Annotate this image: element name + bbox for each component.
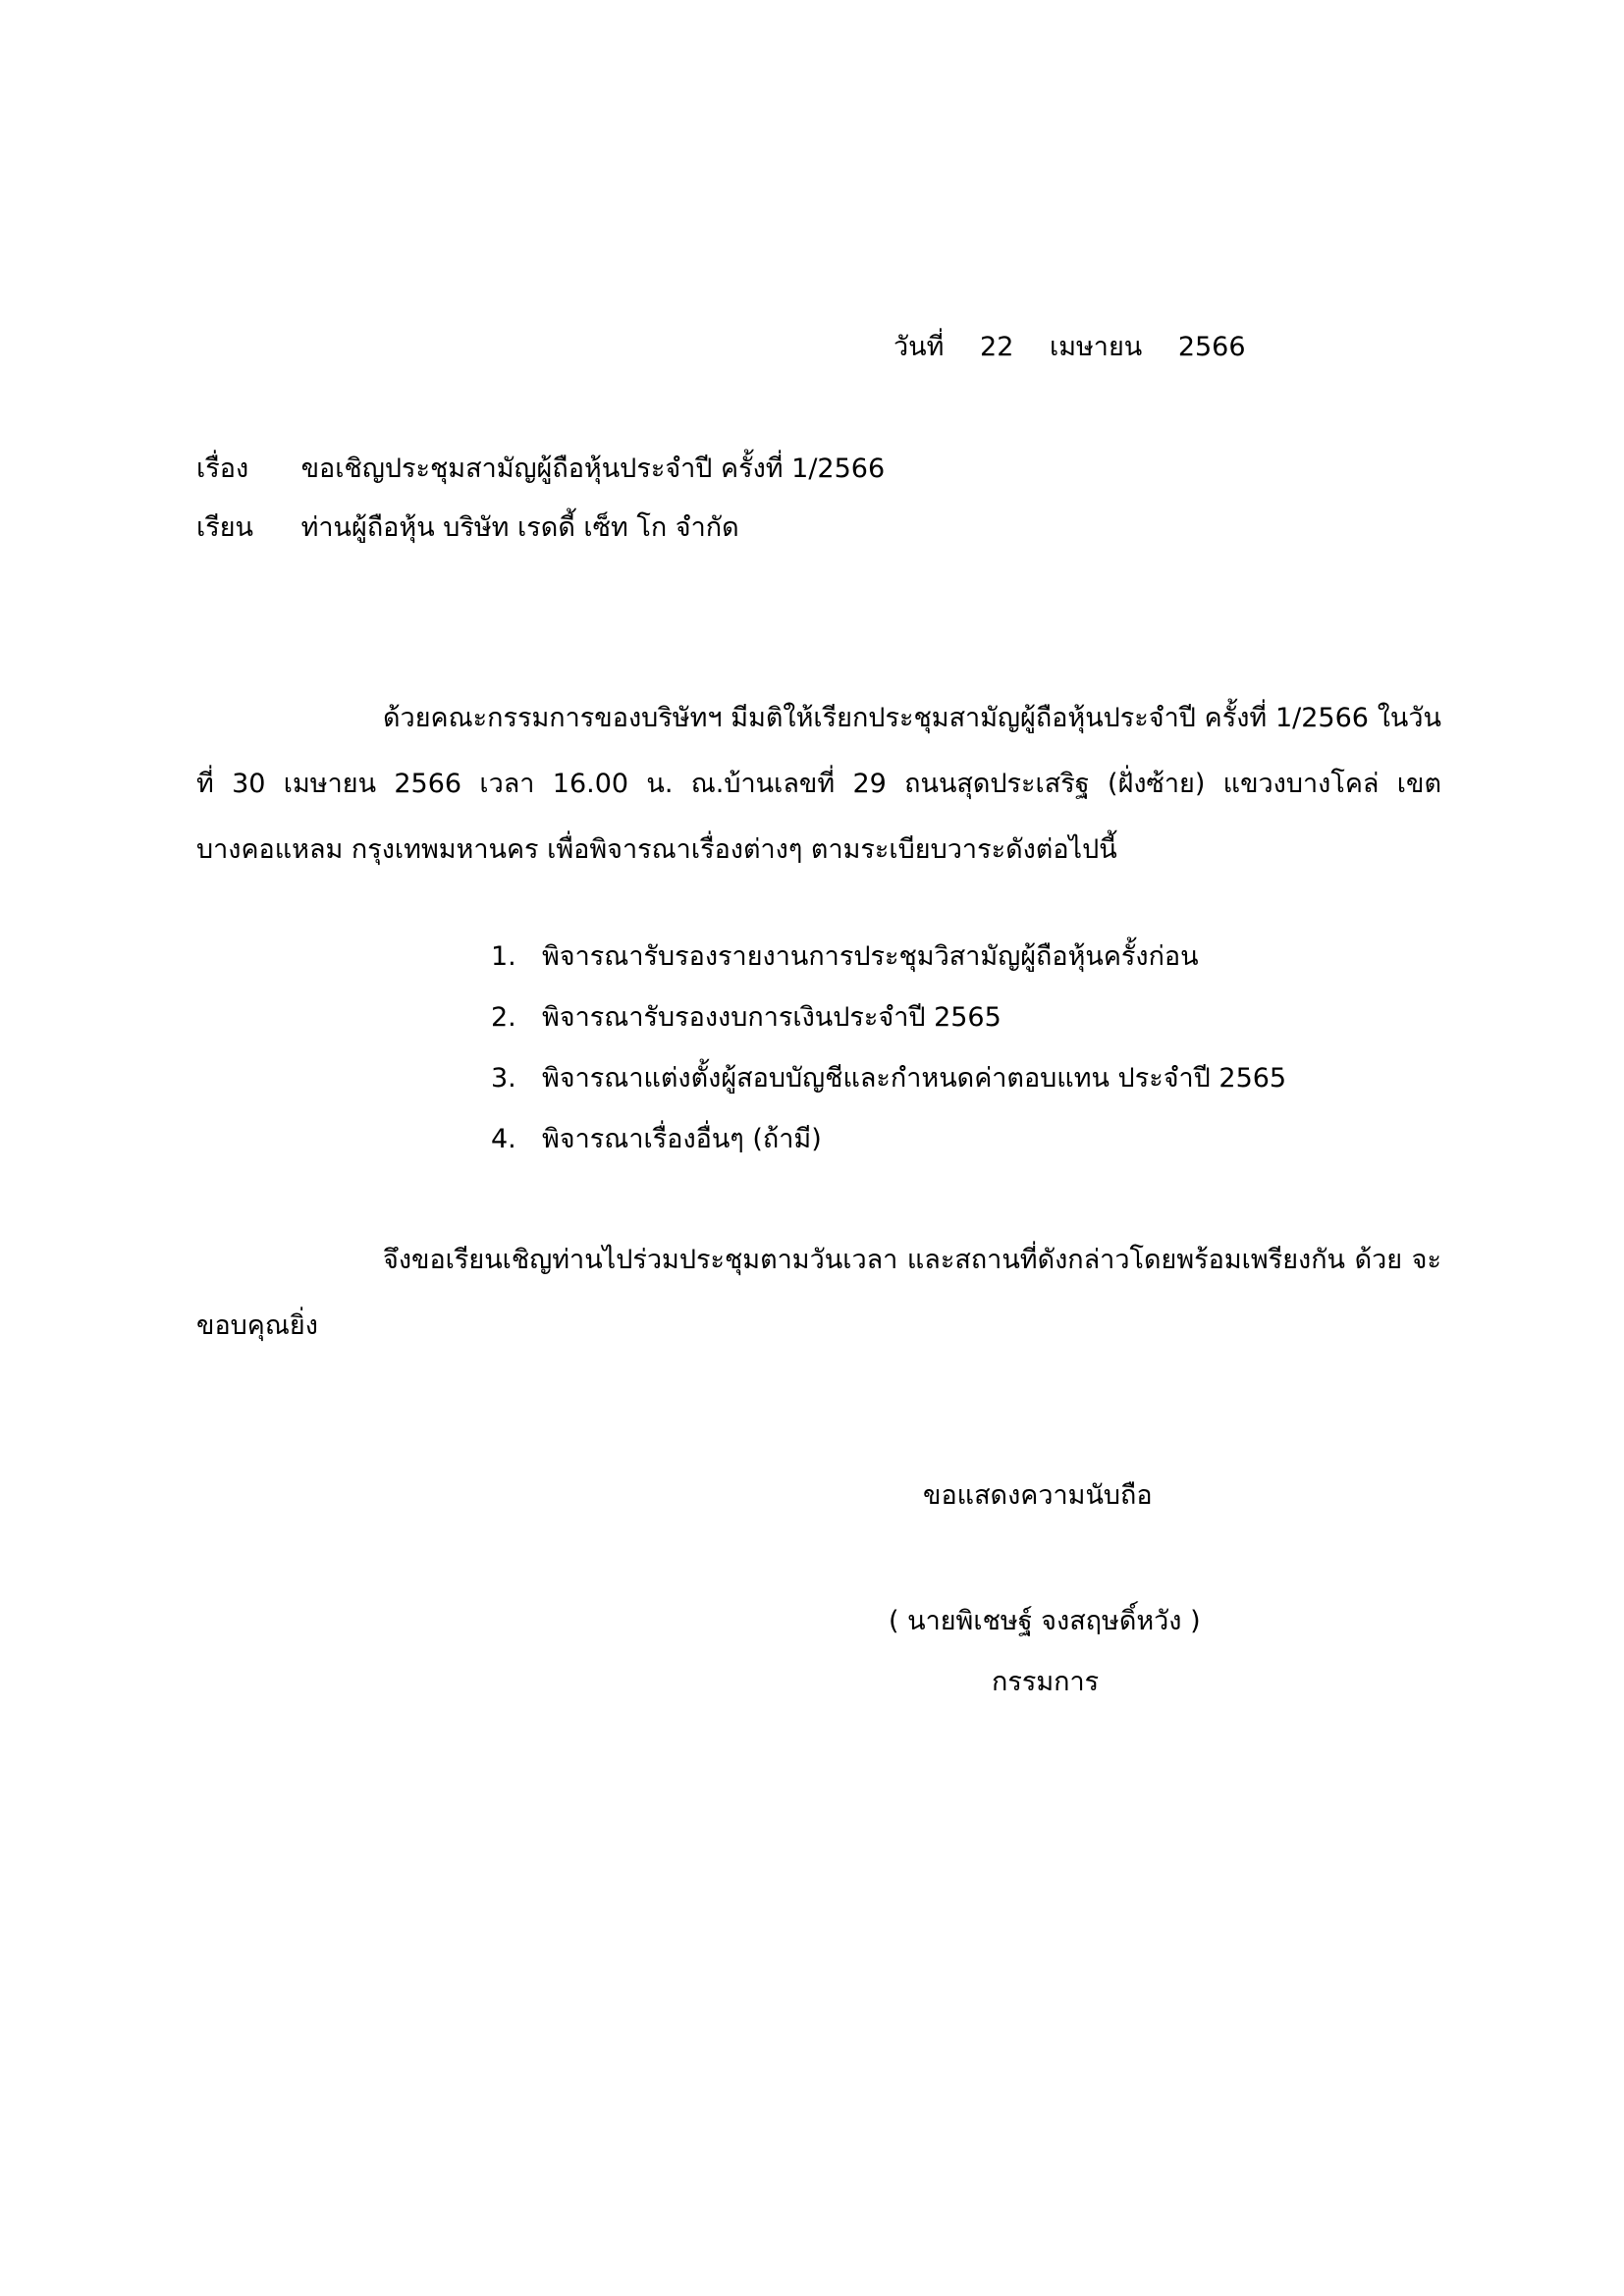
recipient-label: เรียน — [196, 512, 254, 543]
recipient-text: ท่านผู้ถือหุ้น บริษัท เรดดี้ เซ็ท โก จำกัด — [300, 512, 739, 543]
subject-label: เรื่อง — [196, 454, 249, 484]
signer-position: กรรมการ — [992, 1667, 1100, 1697]
agenda-item — [491, 927, 1286, 988]
agenda-text: พิจารณารับรองงบการเงินประจำปี 2565 — [542, 1002, 1001, 1033]
agenda-item — [491, 1109, 1286, 1170]
date-day: 22 — [980, 332, 1014, 362]
agenda-number: 2. — [491, 1002, 516, 1033]
agenda-list — [491, 927, 1286, 1170]
date-year: 2566 — [1177, 332, 1246, 362]
agenda-number: 3. — [491, 1063, 516, 1094]
closing-paragraph: จึงขอเรียนเชิญท่านไปร่วมประชุมตามวันเวลา และสถานที่ดังกล่าวโดยพร้อมเพรียงกัน ด้วย จะขอบคุณยิ่ง — [196, 1245, 1441, 1341]
agenda-item — [491, 1048, 1286, 1109]
date-month: เมษายน — [1049, 332, 1143, 362]
agenda-number: 4. — [491, 1124, 516, 1154]
agenda-text: พิจารณาเรื่องอื่นๆ (ถ้ามี) — [542, 1124, 822, 1154]
closing-salutation: ขอแสดงความนับถือ — [923, 1480, 1153, 1511]
date-label: วันที่ — [893, 332, 945, 362]
subject-text: ขอเชิญประชุมสามัญผู้ถือหุ้นประจำปี ครั้งที่ 1/2566 — [300, 454, 886, 484]
agenda-text: พิจารณาแต่งตั้งผู้สอบบัญชีและกำหนดค่าตอบแทน ประจำปี 2565 — [542, 1063, 1287, 1094]
agenda-number: 1. — [491, 941, 516, 972]
recipient-row — [196, 510, 739, 545]
subject-row — [196, 452, 885, 486]
invitation-paragraph: ด้วยคณะกรรมการของบริษัทฯ มีมติให้เรียกประชุมสามัญผู้ถือหุ้นประจำปี ครั้งที่ 1/2566 ในวันที่ 30 เมษายน 2566 เวลา 16.00 น. ณ.บ้านเลขที่ 29 ถนนสุดประเสริฐ (ฝั่งซ้าย) แขวงบางโคล่ เขตบางคอแหลม กรุงเทพมหานคร เพื่อพิจารณาเรื่องต่างๆ ตามระเบียบวาระดังต่อไปนี้ — [196, 703, 1441, 865]
date-line — [893, 330, 1268, 364]
agenda-item — [491, 988, 1286, 1048]
agenda-text: พิจารณารับรองรายงานการประชุมวิสามัญผู้ถือหุ้นครั้งก่อน — [542, 941, 1199, 972]
signer-name: ( นายพิเชษฐ์ จงสฤษดิ์หวัง ) — [889, 1606, 1201, 1636]
